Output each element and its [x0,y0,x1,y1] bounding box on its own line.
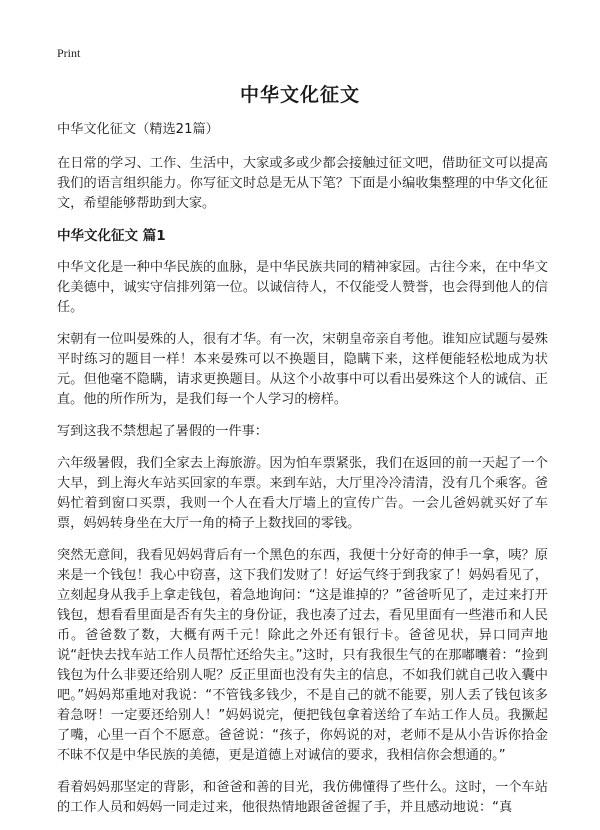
intro-paragraph: 在日常的学习、工作、生活中，大家或多或少都会接触过征文吧，借助征文可以提高我们的语言组织能力。你写征文时总是无从下笔？下面是小编收集整理的中华文化征文，希望能够帮助到大家。 [57,156,548,211]
body-paragraph: 突然无意间，我看见妈妈背后有一个黑色的东西，我便十分好奇的伸手一拿，咦？原来是一个钱包！我心中窃喜，这下我们发财了！好运气终于到我家了！妈妈看见了，立刻起身从我手上拿走钱包，着急地询问：“这是谁掉的？”爸爸听见了，走过来打开钱包，想看看里面是否有失主的身份证，我也凑了过去，看见里面有一些港币和人民币。爸爸数了数，大概有两千元！除此之外还有银行卡。爸爸见状，异口同声地说“赶快去找车站工作人员帮忙还给失主。”这时，只有我很生气的在那嘟囔着：“捡到钱包为什么非要还给别人呢？反正里面也没有失主的信息，不如我们就自己收入囊中吧。”妈妈郑重地对我说：“不管钱多钱少，不是自己的就不能要，别人丢了钱包该多着急呀！一定要还给别人！”妈妈说完，便把钱包拿着送给了车站工作人员。我撅起了嘴，心里一百个不愿意。爸爸说：“孩子，你妈说的对，老师不是从小告诉你拾金不昧不仅是中华民族的美德，更是道德上对诚信的要求，我相信你会想通的。” [57,548,548,763]
body-paragraph: 写到这我不禁想起了暑假的一件事： [57,424,268,439]
print-label: Print [57,46,81,60]
body-paragraph: 六年级暑假，我们全家去上海旅游。因为怕车票紧张，我们在返回的前一天起了一个大早，到上海火车站买回家的车票。来到车站，大厅里冷冷清清，没有几个乘客。爸妈忙着到窗口买票，我则一个人在看大厅墙上的宣传广告。一会儿爸妈就买好了车票，妈妈转身坐在大厅一角的椅子上数找回的零钱。 [57,456,548,531]
document-body [57,120,548,830]
document-subtitle: 中华文化征文（精选21篇） [57,122,219,137]
body-paragraph: 宋朝有一位叫晏殊的人，很有才华。有一次，宋朝皇帝亲自考他。谁知应试题与晏殊平时练习的题目一样！本来晏殊可以不换题目，隐瞒下来，这样便能轻松地成为状元。但他毫不隐瞒，请求更换题目。从这个小故事中可以看出晏殊这个人的诚信、正直。他的所作所为，是我们每一个人学习的榜样。 [57,332,548,407]
body-paragraph: 看着妈妈那坚定的背影，和爸爸和善的目光，我仿佛懂得了些什么。这时，一个车站的工作人员和妈妈一同走过来，他很热情地跟爸爸握了手，并且感动地说：“真 [57,780,548,815]
body-paragraph: 中华文化是一种中华民族的血脉，是中华民族共同的精神家园。古往今来，在中华文化美德中，诚实守信排列第一位。以诚信待人，不仅能受人赞誉，也会得到他人的信任。 [57,260,548,315]
document-title: 中华文化征文 [239,84,360,106]
section-heading: 中华文化征文 篇1 [57,228,166,244]
